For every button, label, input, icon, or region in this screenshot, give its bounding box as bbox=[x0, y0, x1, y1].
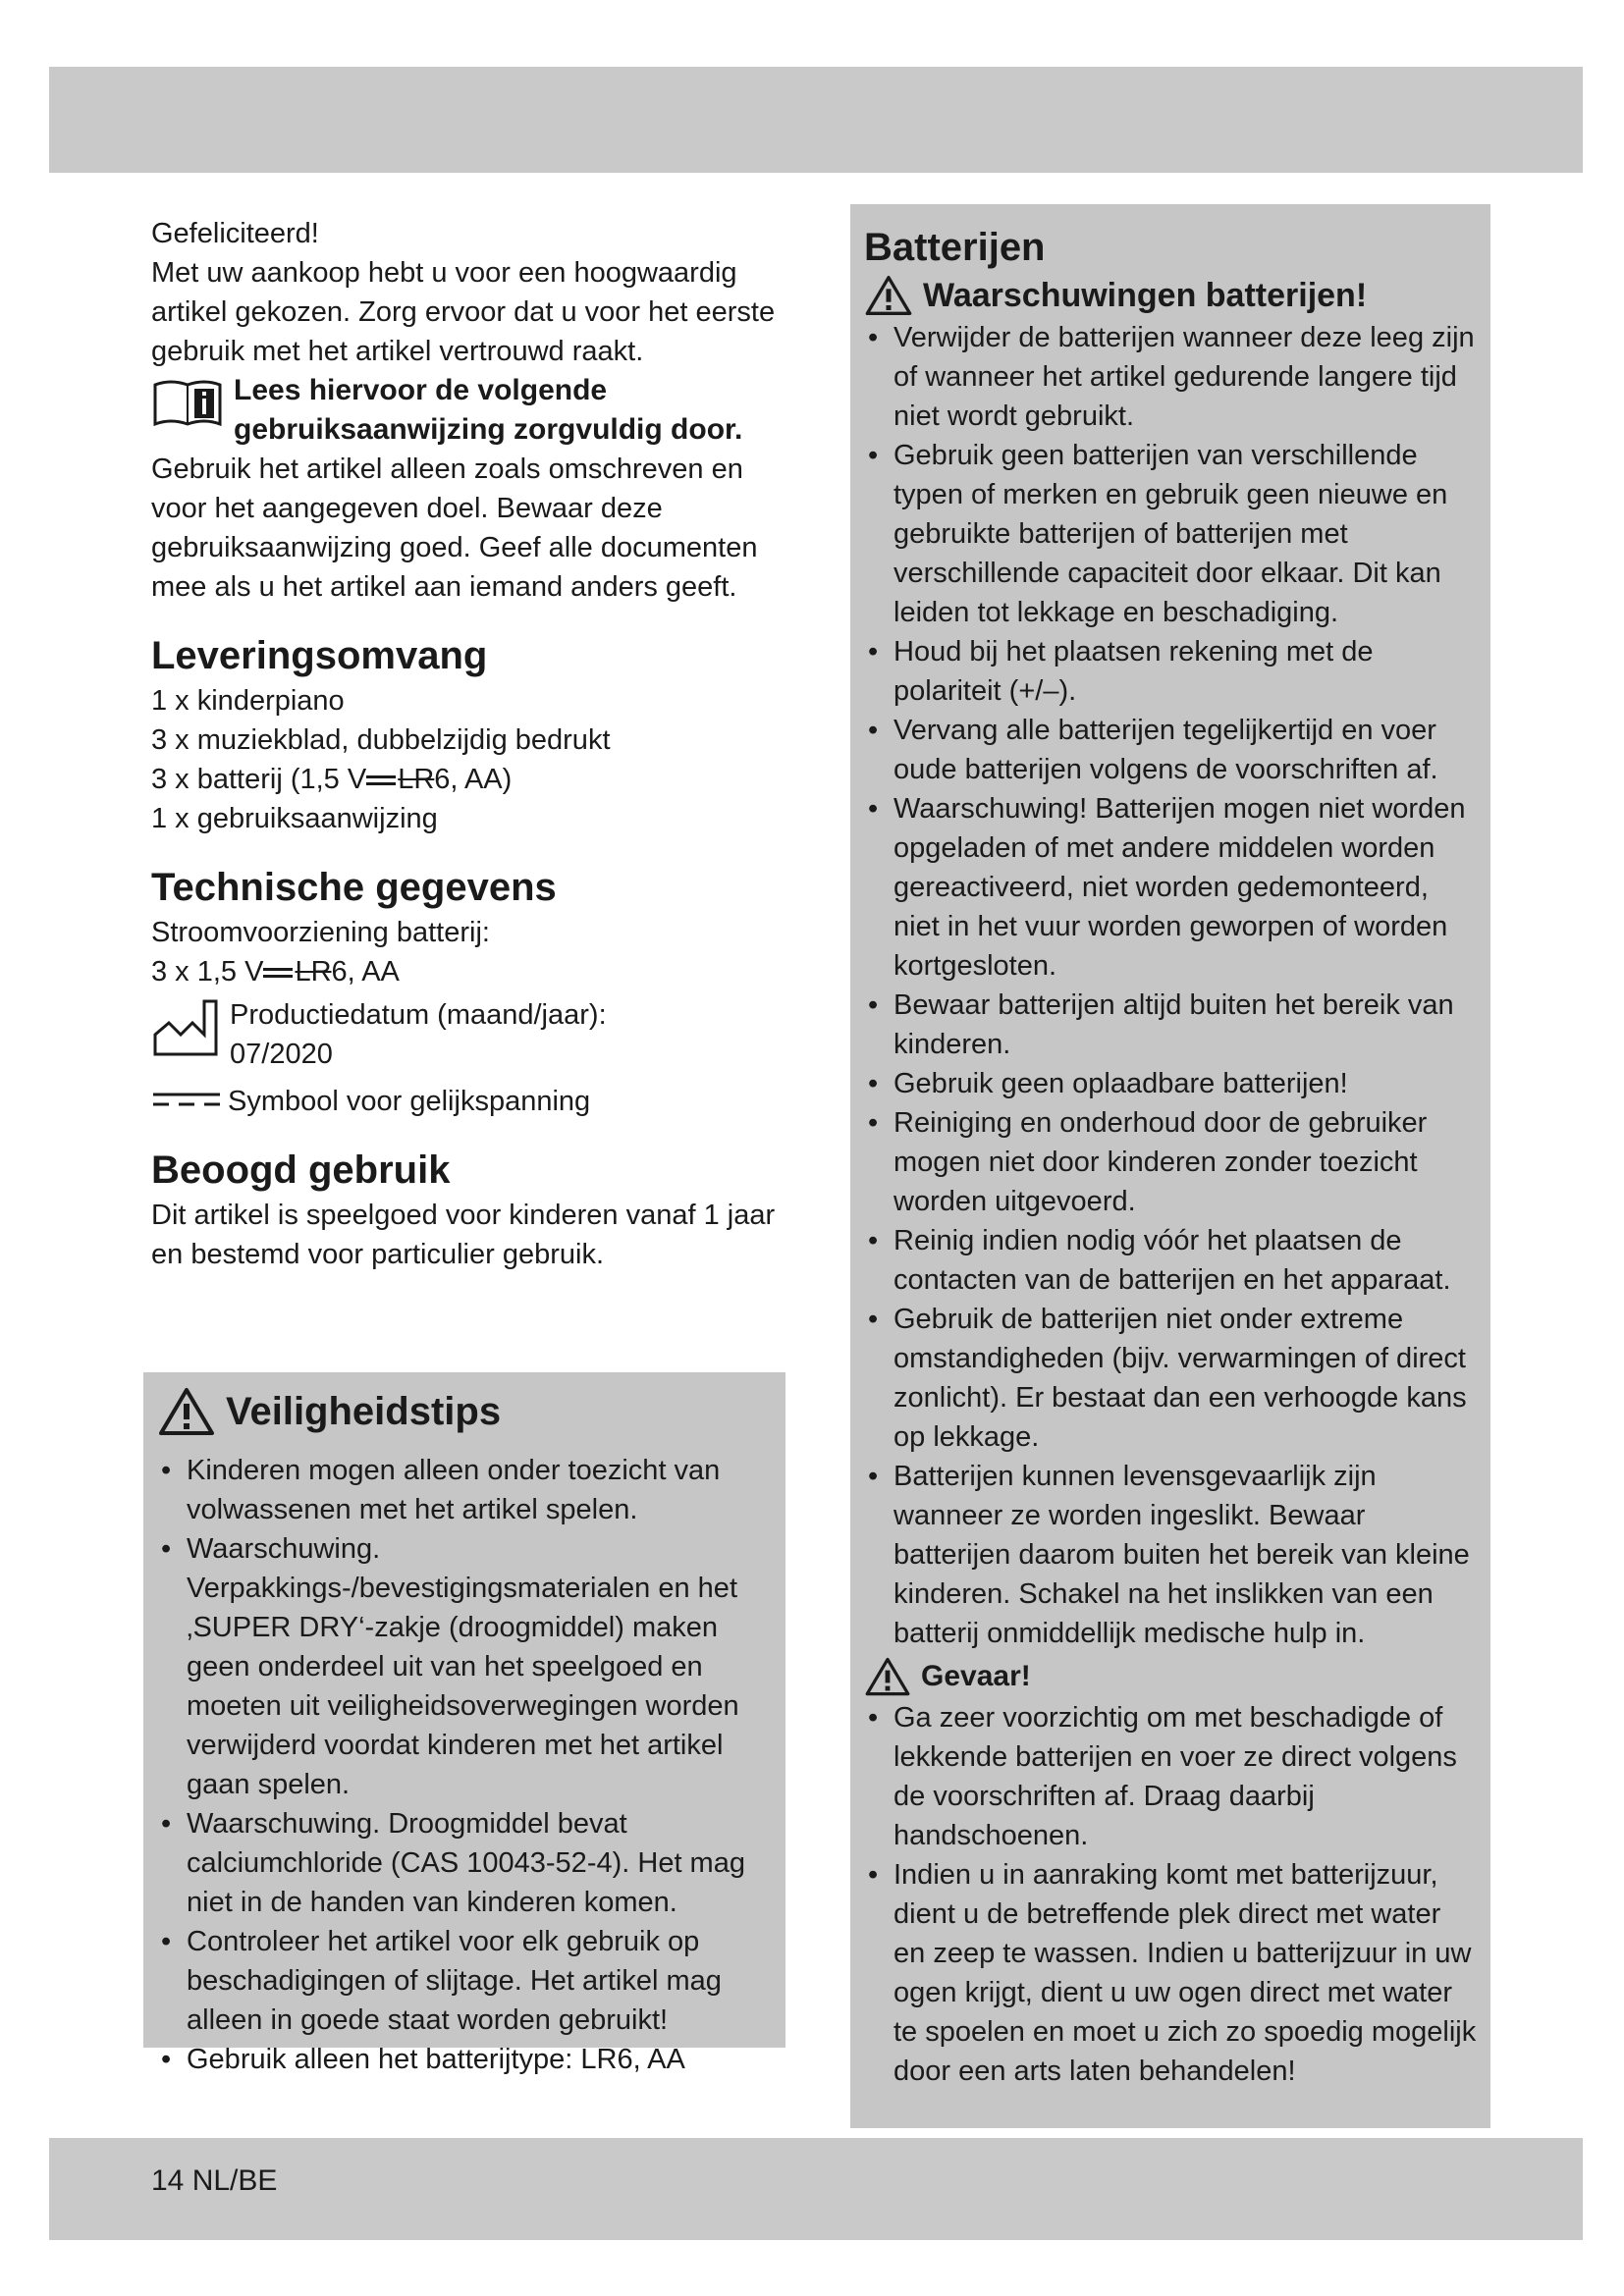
production-label: Productiedatum (maand/jaar): bbox=[230, 999, 607, 1031]
delivery-section bbox=[151, 630, 780, 838]
battery-warnings-list bbox=[864, 318, 1479, 1653]
page-number: 14 NL/BE bbox=[151, 2164, 278, 2197]
intro-paragraph: Met uw aankoop hebt u voor een hoogwaardig artikel gekozen. Zorg ervoor dat u voor het eerste gebruik met het artikel vertrouwd raakt. bbox=[151, 257, 776, 367]
footer-bar bbox=[49, 2138, 1583, 2240]
safety-item: • Waarschuwing. Droogmiddel bevat calciumchloride (CAS 10043-52-4). Het mag niet in de handen van kinderen komen. bbox=[157, 1804, 774, 1922]
batteries-box bbox=[850, 204, 1490, 2128]
production-date bbox=[151, 995, 780, 1074]
danger-list bbox=[864, 1698, 1479, 2091]
direct-current-icon bbox=[151, 1090, 222, 1114]
battery-warnings-heading bbox=[864, 273, 1479, 318]
safety-box bbox=[143, 1372, 785, 2075]
production-value: 07/2020 bbox=[230, 1039, 333, 1070]
manual-info-icon bbox=[151, 371, 234, 433]
safety-title: Veiligheidstips bbox=[226, 1390, 502, 1433]
left-column bbox=[151, 214, 780, 1274]
safety-heading bbox=[157, 1386, 774, 1437]
danger-heading bbox=[864, 1655, 1479, 1698]
battery-warning-item: • Waarschuwing! Batterijen mogen niet worden opgeladen of met andere middelen worden gereactiveerd, niet worden gedemonteerd, niet in het vuur worden geworpen of worden kortgesloten. bbox=[864, 789, 1479, 986]
delivery-title: Leveringsomvang bbox=[151, 634, 488, 677]
intended-use-section bbox=[151, 1145, 780, 1274]
battery-warning-item: • Reinig indien nodig vóór het plaatsen de contacten van de batterijen en het apparaat. bbox=[864, 1221, 1479, 1300]
safety-item: • Waarschuwing. Verpakkings-/bevestigingsmaterialen en het ‚SUPER DRY‘-zakje (droogmiddel) maken geen onderdeel uit van het speelgoed en moeten uit veiligheidsoverwegingen worden verwijderd voordat kinderen met het artikel gaan spelen. bbox=[157, 1529, 774, 1804]
battery-warning-item: • Gebruik geen batterijen van verschillende typen of merken en gebruik geen nieuwe en gebruikte batterijen of batterijen met verschillende capaciteit door elkaar. Dit kan leiden tot lekkage en beschadiging. bbox=[864, 436, 1479, 632]
battery-warning-item: • Vervang alle batterijen tegelijkertijd en voer oude batterijen volgens de voorschriften af. bbox=[864, 711, 1479, 789]
technical-section bbox=[151, 862, 780, 1121]
power-label: Stroomvoorziening batterij: bbox=[151, 917, 490, 948]
dc-symbol-icon bbox=[263, 968, 293, 978]
battery-warning-item: • Houd bij het plaatsen rekening met de polariteit (+/–). bbox=[864, 632, 1479, 711]
danger-item: • Indien u in aanraking komt met batterijzuur, dient u de betreffende plek direct met water en zeep te wassen. Indien u batterijzuur in uw ogen krijgt, dient u uw ogen direct met water te spoelen en moet u zich zo spoedig mogelijk door een arts laten behandelen! bbox=[864, 1855, 1479, 2091]
danger-title: Gevaar! bbox=[921, 1660, 1031, 1692]
warning-icon bbox=[864, 1656, 911, 1697]
delivery-item: 1 x kinderpiano bbox=[151, 685, 345, 717]
delivery-item: 3 x muziekblad, dubbelzijdig bedrukt bbox=[151, 724, 611, 756]
safety-list bbox=[157, 1451, 774, 2079]
dc-symbol-row bbox=[151, 1082, 780, 1121]
battery-warnings-title: Waarschuwingen batterijen! bbox=[923, 277, 1368, 314]
battery-warning-item: • Batterijen kunnen levensgevaarlijk zijn wanneer ze worden ingeslikt. Bewaar batterijen daarom buiten het bereik van kleine kinderen. Schakel na het inslikken van een batterij onmiddellijk medische hulp in. bbox=[864, 1457, 1479, 1653]
warning-icon bbox=[864, 274, 913, 317]
batteries-title: Batterijen bbox=[864, 226, 1046, 269]
safety-item: • Controleer het artikel voor elk gebruik op beschadigingen of slijtage. Het artikel mag alleen in goede staat worden gebruikt! bbox=[157, 1922, 774, 2040]
delivery-item: 1 x gebruiksaanwijzing bbox=[151, 803, 438, 834]
battery-warning-item: • Gebruik geen oplaadbare batterijen! bbox=[864, 1064, 1479, 1103]
intended-use-title: Beoogd gebruik bbox=[151, 1148, 451, 1192]
safety-item: • Kinderen mogen alleen onder toezicht van volwassenen met het artikel spelen. bbox=[157, 1451, 774, 1529]
usage-paragraph: Gebruik het artikel alleen zoals omschreven en voor het aangegeven doel. Bewaar deze gebruiksaanwijzing goed. Geef alle documenten mee als u het artikel aan iemand anders geeft. bbox=[151, 454, 758, 603]
safety-item: • Gebruik alleen het batterijtype: LR6, AA bbox=[157, 2040, 774, 2079]
battery-warning-item: • Verwijder de batterijen wanneer deze leeg zijn of wanneer het artikel gedurende langere tijd niet wordt gebruikt. bbox=[864, 318, 1479, 436]
read-manual-note bbox=[151, 371, 780, 450]
factory-icon bbox=[151, 995, 230, 1065]
battery-warning-item: • Bewaar batterijen altijd buiten het bereik van kinderen. bbox=[864, 986, 1479, 1064]
battery-warning-item: • Gebruik de batterijen niet onder extreme omstandigheden (bijv. verwarmingen of direct zonlicht). Er bestaat dan een verhoogde kans op lekkage. bbox=[864, 1300, 1479, 1457]
dc-symbol-text: Symbool voor gelijkspanning bbox=[228, 1086, 591, 1117]
battery-warning-item: • Reiniging en onderhoud door de gebruiker mogen niet door kinderen zonder toezicht worden uitgevoerd. bbox=[864, 1103, 1479, 1221]
header-bar bbox=[49, 67, 1583, 173]
intended-use-text: Dit artikel is speelgoed voor kinderen vanaf 1 jaar en bestemd voor particulier gebruik. bbox=[151, 1200, 776, 1270]
read-manual-text: Lees hiervoor de volgende gebruiksaanwijzing zorgvuldig door. bbox=[234, 374, 743, 446]
danger-item: • Ga zeer voorzichtig om met beschadigde of lekkende batterijen en voer ze direct volgens de voorschriften af. Draag daarbij handschoenen. bbox=[864, 1698, 1479, 1855]
power-value: 3 x 1,5 V LR6, AA bbox=[151, 956, 400, 988]
dc-symbol-icon bbox=[366, 775, 396, 785]
congrats-text: Gefeliciteerd! bbox=[151, 218, 319, 249]
delivery-item-battery: 3 x batterij (1,5 V LR6, AA) bbox=[151, 764, 513, 795]
technical-title: Technische gegevens bbox=[151, 866, 557, 909]
warning-icon bbox=[157, 1386, 216, 1437]
